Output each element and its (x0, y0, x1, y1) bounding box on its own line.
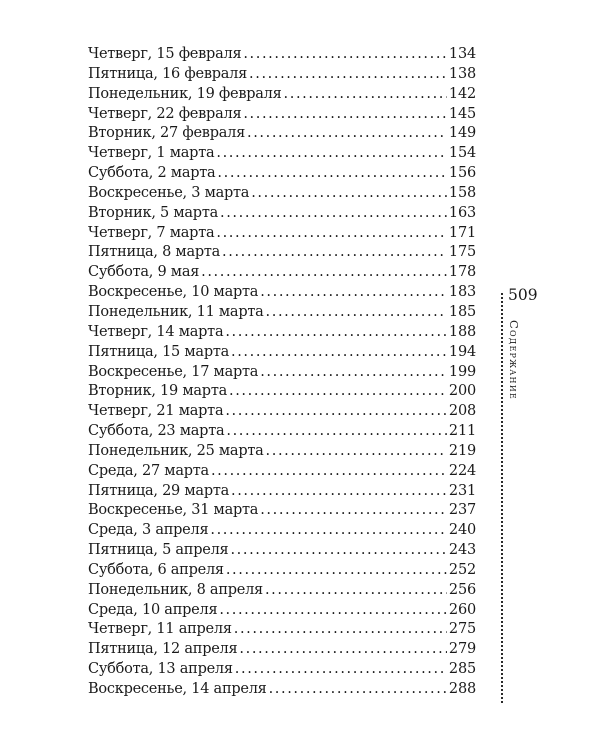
toc-entry-title: Пятница, 16 февраля (88, 65, 248, 82)
toc-entry (88, 343, 476, 363)
dot-leader (201, 263, 447, 283)
dot-leader (222, 243, 447, 263)
toc-entry-page: 240 (448, 522, 476, 539)
dot-leader (284, 85, 447, 105)
toc-entry-page: 178 (448, 264, 476, 281)
toc-entry (88, 541, 476, 561)
toc-entry (88, 144, 476, 164)
toc-entry-page: 260 (448, 601, 476, 618)
toc-entry-page: 134 (448, 46, 476, 62)
toc-entry-title: Четверг, 15 февраля (88, 46, 242, 62)
toc-entry-title: Воскресенье, 10 марта (88, 284, 259, 301)
toc-entry-title: Суббота, 13 апреля (88, 661, 233, 678)
toc-entry (88, 105, 476, 125)
dot-leader (251, 184, 447, 204)
toc-entry-title: Четверг, 11 апреля (88, 621, 232, 638)
toc-entry (88, 660, 476, 680)
toc-entry (88, 204, 476, 224)
toc-entry-title: Суббота, 2 марта (88, 165, 216, 182)
toc-entry-page: 199 (448, 363, 476, 380)
dot-leader (269, 680, 447, 700)
toc-entry (88, 65, 476, 85)
toc-entry (88, 501, 476, 521)
dot-leader (231, 482, 447, 502)
dot-leader (260, 363, 447, 383)
toc-entry (88, 561, 476, 581)
toc-entry-page: 145 (448, 105, 476, 122)
toc-entry-title: Пятница, 15 марта (88, 343, 230, 360)
toc-entry (88, 303, 476, 323)
toc-entry-title: Пятница, 5 апреля (88, 542, 229, 559)
toc-entry (88, 422, 476, 442)
toc-entry (88, 482, 476, 502)
toc-entry-page: 154 (448, 145, 476, 162)
dot-leader (211, 462, 447, 482)
toc-entry (88, 442, 476, 462)
toc-entry-title: Воскресенье, 14 апреля (88, 681, 267, 697)
table-of-contents (88, 45, 476, 700)
dot-leader (239, 640, 447, 660)
dot-leader (265, 581, 447, 601)
toc-entry (88, 640, 476, 660)
toc-entry-page: 200 (448, 383, 476, 400)
toc-entry-title: Пятница, 8 марта (88, 244, 221, 261)
toc-entry (88, 164, 476, 184)
toc-entry-title: Четверг, 21 марта (88, 403, 224, 420)
toc-entry-page: 171 (448, 224, 476, 241)
toc-entry (88, 462, 476, 482)
dot-leader (243, 45, 447, 65)
toc-entry (88, 45, 476, 65)
dot-leader (210, 521, 447, 541)
dot-leader (226, 561, 447, 581)
dot-leader (247, 124, 447, 144)
dot-leader (216, 144, 447, 164)
toc-entry (88, 601, 476, 621)
toc-entry-page: 219 (448, 442, 476, 459)
toc-entry-page: 175 (448, 244, 476, 261)
toc-entry-page: 279 (448, 641, 476, 658)
toc-entry-title: Пятница, 29 марта (88, 482, 230, 499)
toc-entry-title: Среда, 10 апреля (88, 601, 218, 618)
dot-leader (225, 402, 447, 422)
dot-leader (217, 164, 447, 184)
toc-entry-title: Четверг, 22 февраля (88, 105, 242, 122)
toc-entry-page: 194 (448, 343, 476, 360)
dot-leader (234, 620, 447, 640)
dot-leader (260, 501, 447, 521)
toc-entry-title: Пятница, 12 апреля (88, 641, 238, 658)
toc-entry (88, 243, 476, 263)
toc-entry-title: Среда, 3 апреля (88, 522, 209, 539)
toc-entry-title: Суббота, 23 марта (88, 423, 225, 440)
toc-entry-title: Суббота, 9 мая (88, 264, 200, 281)
toc-entry (88, 323, 476, 343)
dot-leader (230, 541, 446, 561)
toc-entry (88, 382, 476, 402)
toc-entry-title: Вторник, 5 марта (88, 204, 219, 221)
toc-entry (88, 224, 476, 244)
dot-leader (260, 283, 447, 303)
dot-leader (229, 382, 447, 402)
toc-entry (88, 283, 476, 303)
toc-entry-title: Четверг, 7 марта (88, 224, 215, 241)
toc-entry-title: Понедельник, 8 апреля (88, 581, 263, 598)
toc-entry (88, 521, 476, 541)
toc-entry-title: Понедельник, 11 марта (88, 303, 264, 320)
toc-entry-page: 188 (448, 323, 476, 340)
toc-entry-title: Четверг, 14 марта (88, 323, 224, 340)
dot-leader (266, 303, 447, 323)
toc-entry-page: 256 (448, 581, 476, 598)
toc-entry-title: Понедельник, 25 марта (88, 442, 264, 459)
toc-entry (88, 680, 476, 700)
margin-dotted-rule (501, 293, 503, 703)
toc-entry-title: Вторник, 27 февраля (88, 125, 245, 142)
toc-entry-page: 138 (448, 65, 476, 82)
toc-entry (88, 581, 476, 601)
toc-entry-page: 163 (448, 204, 476, 221)
toc-entry (88, 184, 476, 204)
toc-entry-page: 237 (448, 502, 476, 519)
toc-entry (88, 124, 476, 144)
running-title: Содержание (507, 320, 521, 400)
toc-entry-title: Воскресенье, 3 марта (88, 184, 250, 201)
dot-leader (235, 660, 447, 680)
toc-entry-page: 185 (448, 303, 476, 320)
toc-entry-page: 158 (448, 184, 476, 201)
toc-entry (88, 263, 476, 283)
toc-entry-page: 285 (448, 661, 476, 678)
toc-entry-page: 149 (448, 125, 476, 142)
dot-leader (249, 65, 447, 85)
toc-entry-page: 142 (448, 85, 476, 102)
toc-entry (88, 402, 476, 422)
toc-entry-page: 275 (448, 621, 476, 638)
toc-entry-title: Вторник, 19 марта (88, 383, 227, 400)
page-number: 509 (508, 286, 538, 304)
dot-leader (216, 224, 447, 244)
toc-entry (88, 85, 476, 105)
dot-leader (219, 601, 447, 621)
toc-entry-title: Четверг, 1 марта (88, 145, 215, 162)
toc-entry-page: 156 (448, 165, 476, 182)
toc-entry-title: Воскресенье, 17 марта (88, 363, 259, 380)
toc-entry-page: 288 (448, 681, 476, 697)
toc-entry (88, 363, 476, 383)
toc-entry-page: 211 (448, 423, 476, 440)
toc-entry-page: 208 (448, 403, 476, 420)
toc-entry (88, 620, 476, 640)
toc-entry-title: Воскресенье, 31 марта (88, 502, 259, 519)
dot-leader (231, 343, 447, 363)
dot-leader (220, 204, 447, 224)
dot-leader (225, 323, 447, 343)
dot-leader (266, 442, 447, 462)
dot-leader (243, 105, 447, 125)
toc-entry-page: 183 (448, 284, 476, 301)
toc-entry-title: Суббота, 6 апреля (88, 561, 224, 578)
dot-leader (226, 422, 447, 442)
toc-entry-page: 243 (448, 542, 476, 559)
toc-entry-page: 252 (448, 561, 476, 578)
toc-entry-page: 224 (448, 462, 476, 479)
toc-entry-page: 231 (448, 482, 476, 499)
toc-entry-title: Среда, 27 марта (88, 462, 209, 479)
toc-entry-title: Понедельник, 19 февраля (88, 85, 282, 102)
